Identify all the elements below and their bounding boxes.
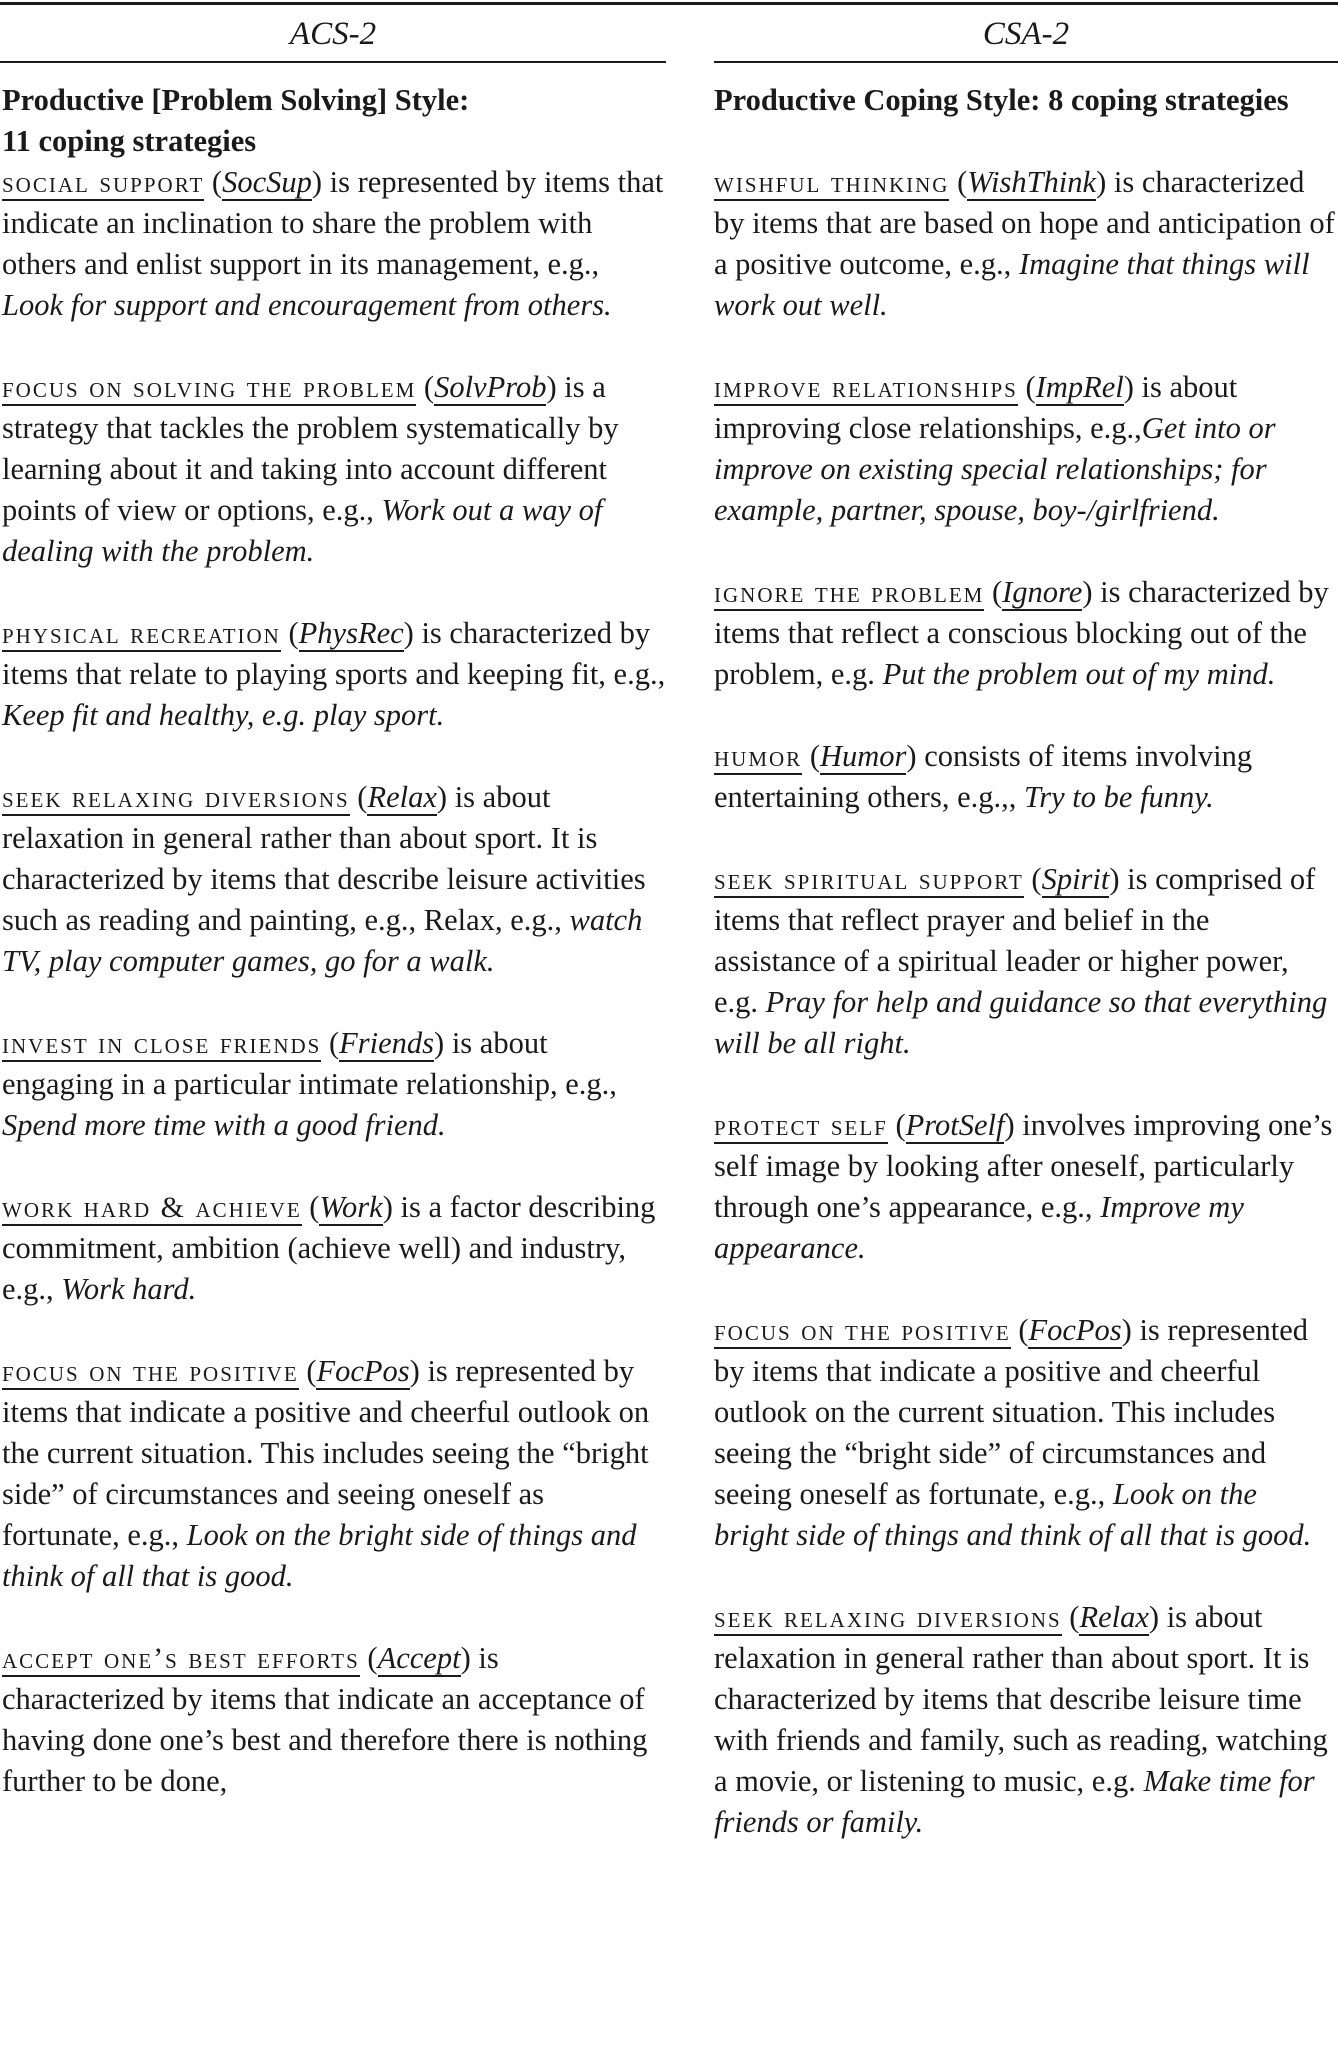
strategy-entry: humor (Humor) consists of items involving entertaining others, e.g.,, Try to be funny. (714, 739, 1253, 814)
column-header-acs2: ACS-2 (289, 16, 377, 52)
strategy-description: is characterized by items that reflect a conscious blocking out of the problem, e.g. (714, 575, 1329, 691)
strategy-abbr: WishThink (967, 165, 1097, 199)
strategy-abbr: Work (319, 1190, 383, 1224)
strategy-term: seek relaxing diversions (714, 1601, 1062, 1634)
strategy-description: is about relaxation in general rather than about sport. It is characterized by items that describe leisure time with friends and family, such as reading, watching a movie, or listening to music, e.g. (714, 1600, 1328, 1798)
strategy-entry: protect self (ProtSelf) involves improving one’s self image by looking after oneself, particularly through one’s appearance, e.g., Improve my appearance. (714, 1108, 1333, 1265)
strategy-abbr: Relax (367, 780, 437, 814)
strategy-entry: physical recreation (PhysRec) is characterized by items that relate to playing sports and keeping fit, e.g., Keep fit and healthy, e.g. play sport. (2, 616, 666, 732)
strategy-example: Try to be funny. (1024, 780, 1214, 814)
strategy-abbr: Spirit (1041, 862, 1110, 896)
strategy-term: improve relationships (714, 371, 1018, 404)
strategy-entry: accept one’s best efforts (Accept) is characterized by items that indicate an acceptance of having done one’s best and therefore there is nothing further to be done, (2, 1641, 648, 1798)
strategy-abbr: Accept (377, 1641, 461, 1675)
strategy-example: Improve my appearance. (714, 1190, 1244, 1265)
strategy-description: involves improving one’s self image by looking after oneself, particularly through one’s appearance, e.g., (714, 1108, 1333, 1224)
strategy-term: physical recreation (2, 617, 281, 650)
strategy-description: is represented by items that indicate a positive and cheerful outlook on the current situation. This includes seeing the “bright side” of circumstances and seeing oneself as fortunate, e.g., (2, 1354, 650, 1552)
column-header-csa2: CSA-2 (982, 16, 1070, 52)
strategy-entry: improve relationships (ImpRel) is about improving close relationships, e.g.,Get into or improve on existing special relationships; for example, partner, spouse, boy-/girlfriend. (714, 370, 1276, 527)
strategy-example: Put the problem out of my mind. (882, 657, 1276, 691)
strategy-example: Pray for help and guidance so that everything will be all right. (714, 985, 1328, 1060)
strategy-abbr: PhysRec (298, 616, 404, 650)
title-spacer (714, 121, 1338, 162)
strategy-term: ignore the problem (714, 576, 985, 609)
strategy-abbr: FocPos (316, 1354, 410, 1388)
strategy-description: consists of items involving entertaining others, e.g.,, (714, 739, 1253, 814)
strategy-term: protect self (714, 1109, 888, 1142)
strategy-description: is represented by items that indicate an inclination to share the problem with others and enlist support in its management, e.g., (2, 165, 664, 281)
strategy-term: work hard & achieve (2, 1191, 302, 1224)
strategy-abbr: ProtSelf (905, 1108, 1005, 1142)
strategy-abbr: ImpRel (1035, 370, 1124, 404)
strategy-description: is characterized by items that are based on hope and anticipation of a positive outcome, e.g., (714, 165, 1335, 281)
strategy-example: Keep fit and healthy, e.g. play sport. (2, 698, 445, 732)
strategy-term: humor (714, 740, 803, 773)
strategy-entry: wishful thinking (WishThink) is characterized by items that are based on hope and anticipation of a positive outcome, e.g., Imagine that things will work out well. (714, 165, 1335, 322)
column-csa2 (714, 80, 1338, 1884)
strategy-example: Look on the bright side of things and think of all that is good. (2, 1518, 637, 1593)
strategy-example: Look for support and encouragement from others. (2, 288, 612, 322)
column-acs2 (2, 80, 666, 1843)
strategy-description: is a factor describing commitment, ambition (achieve well) and industry, e.g., (2, 1190, 656, 1306)
strategy-term: accept one’s best efforts (2, 1642, 360, 1675)
strategy-term: focus on solving the problem (2, 371, 417, 404)
header-rule-left (0, 61, 666, 63)
strategy-term: focus on the positive (714, 1314, 1011, 1347)
strategy-abbr: SolvProb (434, 370, 547, 404)
strategy-abbr: FocPos (1028, 1313, 1122, 1347)
right-column-title: Productive Coping Style: 8 coping strategies (714, 83, 1289, 117)
strategy-example: Get into or improve on existing special relationships; for example, partner, spouse, boy-/girlfriend. (714, 411, 1276, 527)
strategy-example: Work hard. (61, 1272, 197, 1306)
strategy-description: is about relaxation in general rather than about sport. It is characterized by items that describe leisure activities such as reading and painting, e.g., Relax, e.g., (2, 780, 646, 937)
strategy-term: wishful thinking (714, 166, 950, 199)
header-rule-right (714, 61, 1338, 63)
strategy-example: Make time for friends or family. (714, 1764, 1315, 1839)
strategy-abbr: Ignore (1002, 575, 1083, 609)
strategy-term: focus on the positive (2, 1355, 299, 1388)
strategy-description: is about improving close relationships, e.g., (714, 370, 1238, 445)
strategy-example: Spend more time with a good friend. (2, 1108, 446, 1142)
strategy-entry: social support (SocSup) is represented by items that indicate an inclination to share the problem with others and enlist support in its management, e.g., Look for support and encouragement from others. (2, 165, 664, 322)
strategy-example: watch TV, play computer games, go for a walk. (2, 903, 643, 978)
strategy-example: Imagine that things will work out well. (714, 247, 1310, 322)
strategy-entry: invest in close friends (Friends) is about engaging in a particular intimate relationship, e.g., Spend more time with a good friend. (2, 1026, 617, 1142)
top-rule (0, 2, 1338, 5)
strategy-description: is characterized by items that relate to playing sports and keeping fit, e.g., (2, 616, 666, 691)
strategy-description: is a strategy that tackles the problem systematically by learning about it and taking into account different points of view or options, e.g., (2, 370, 619, 527)
strategy-description: is about engaging in a particular intimate relationship, e.g., (2, 1026, 617, 1101)
strategy-example: Work out a way of dealing with the problem. (2, 493, 603, 568)
strategy-term: invest in close friends (2, 1027, 322, 1060)
strategy-term: social support (2, 166, 205, 199)
strategy-entry: focus on the positive (FocPos) is represented by items that indicate a positive and cheerful outlook on the current situation. This includes seeing the “bright side” of circumstances and seeing oneself as fortunate, e.g., Look on the bright side of things and think of all that is good. (2, 1354, 650, 1593)
strategy-entry: ignore the problem (Ignore) is characterized by items that reflect a conscious blocking out of the problem, e.g. Put the problem out of my mind. (714, 575, 1329, 691)
strategy-entry: seek relaxing diversions (Relax) is about relaxation in general rather than about sport. It is characterized by items that describe leisure activities such as reading and painting, e.g., Relax, e.g., watch TV, play computer games, go for a walk. (2, 780, 646, 978)
strategy-abbr: SocSup (222, 165, 312, 199)
strategy-entry: focus on the positive (FocPos) is represented by items that indicate a positive and cheerful outlook on the current situation. This includes seeing the “bright side” of circumstances and seeing oneself as fortunate, e.g., Look on the bright side of things and think of all that is good. (714, 1313, 1312, 1552)
strategy-abbr: Relax (1079, 1600, 1149, 1634)
strategy-abbr: Humor (819, 739, 907, 773)
left-column-title: Productive [Problem Solving] Style: 11 coping strategies (2, 83, 470, 158)
strategy-abbr: Friends (339, 1026, 435, 1060)
strategy-term: seek spiritual support (714, 863, 1024, 896)
strategy-example: Look on the bright side of things and think of all that is good. (714, 1477, 1312, 1552)
strategy-entry: focus on solving the problem (SolvProb) is a strategy that tackles the problem systematically by learning about it and taking into account different points of view or options, e.g., Work out a way of dealing with the problem. (2, 370, 619, 568)
strategy-entry: work hard & achieve (Work) is a factor describing commitment, ambition (achieve well) and industry, e.g., Work hard. (2, 1190, 656, 1306)
strategy-entry: seek relaxing diversions (Relax) is about relaxation in general rather than about sport. It is characterized by items that describe leisure time with friends and family, such as reading, watching a movie, or listening to music, e.g. Make time for friends or family. (714, 1600, 1328, 1839)
strategy-description: is characterized by items that indicate an acceptance of having done one’s best and therefore there is nothing further to be done, (2, 1641, 648, 1798)
strategy-description: is represented by items that indicate a positive and cheerful outlook on the current situation. This includes seeing the “bright side” of circumstances and seeing oneself as fortunate, e.g., (714, 1313, 1308, 1511)
strategy-term: seek relaxing diversions (2, 781, 350, 814)
strategy-description: is comprised of items that reflect prayer and belief in the assistance of a spiritual leader or higher power, e.g. (714, 862, 1316, 1019)
strategy-entry: seek spiritual support (Spirit) is comprised of items that reflect prayer and belief in the assistance of a spiritual leader or higher power, e.g. Pray for help and guidance so that everything will be all right. (714, 862, 1328, 1060)
